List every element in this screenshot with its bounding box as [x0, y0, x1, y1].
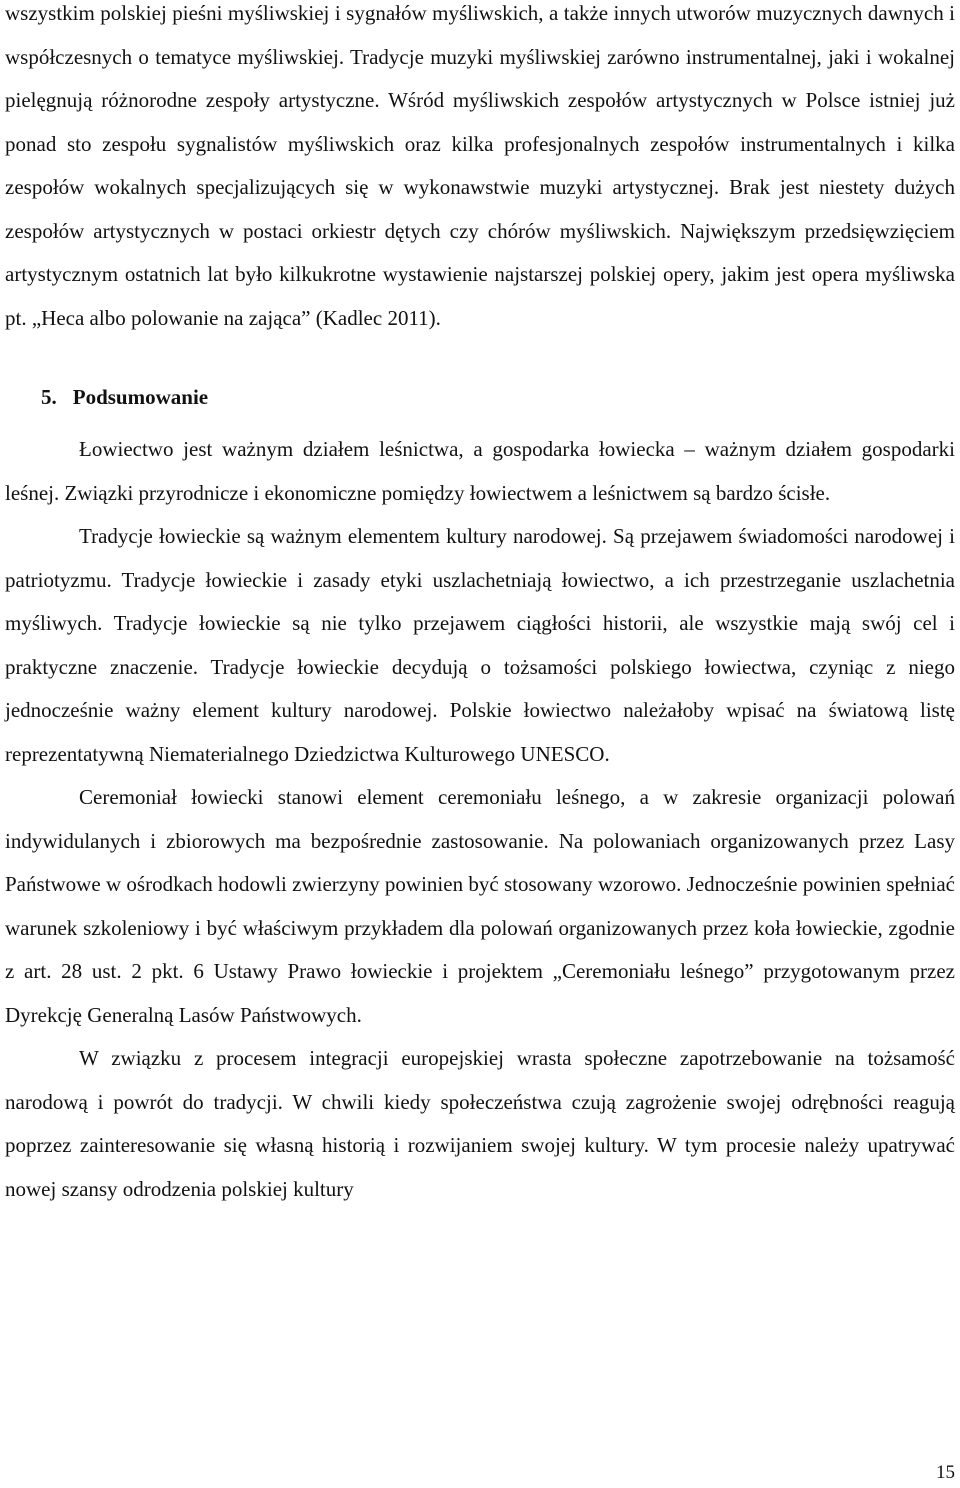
intro-paragraph: wszystkim polskiej pieśni myśliwskiej i sygnałów myśliwskich, a także innych utworów muzycznych dawnych i współczesnych o tematyce myśliwskiej. Tradycje muzyki myśliwskiej zarówno instrumentalnej, jaki i wokalnej pielęgnują różnorodne zespoły artystyczne. Wśród myśliwskich zespołów artystycznych w Polsce istniej już ponad sto zespołu sygnalistów myśliwskich oraz kilka profesjonalnych zespołów instrumentalnych i kilka zespołów wokalnych specjalizujących się w wykonawstwie muzyki artystycznej. Brak jest niestety dużych zespołów artystycznych w postaci orkiestr dętych czy chórów myśliwskich. Największym przedsięwzięciem artystycznym ostatnich lat było kilkukrotne wystawienie najstarszej polskiej opery, jakim jest opera myśliwska pt. „Heca albo polowanie na zająca” (Kadlec 2011).	[5, 1, 955, 330]
summary-paragraph-1: Łowiectwo jest ważnym działem leśnictwa, a gospodarka łowiecka – ważnym działem gospodarki leśnej. Związki przyrodnicze i ekonomiczne pomiędzy łowiectwem a leśnictwem są bardzo ścisłe.	[5, 437, 955, 505]
page-content	[5, 0, 955, 1211]
page-number: 15	[936, 1462, 955, 1483]
summary-paragraph-2: Tradycje łowieckie są ważnym elementem kultury narodowej. Są przejawem świadomości narodowej i patriotyzmu. Tradycje łowieckie i zasady etyki uszlachetniają łowiectwo, a ich przestrzeganie uszlachetnia myśliwych. Tradycje łowieckie są nie tylko przejawem ciągłości historii, ale wszystkie mają swój cel i praktyczne znaczenie. Tradycje łowieckie decydują o tożsamości polskiego łowiectwa, czyniąc z niego jednocześnie ważny element kultury narodowej. Polskie łowiectwo należałoby wpisać na światową listę reprezentatywną Niematerialnego Dziedzictwa Kulturowego UNESCO.	[5, 524, 955, 766]
section-title: Podsumowanie	[72, 385, 209, 409]
section-heading	[41, 383, 955, 411]
summary-paragraph-3: Ceremoniał łowiecki stanowi element ceremoniału leśnego, a w zakresie organizacji polowań indywidulanych i zbiorowych ma bezpośrednie zastosowanie. Na polowaniach organizowanych przez Lasy Państwowe w ośrodkach hodowli zwierzyny powinien być stosowany wzorowo. Jednocześnie powinien spełniać warunek szkoleniowy i być właściwym przykładem dla polowań organizowanych przez koła łowieckie, zgodnie z art. 28 ust. 2 pkt. 6 Ustawy Prawo łowieckie i projektem „Ceremoniału leśnego” przygotowanym przez Dyrekcję Generalną Lasów Państwowych.	[5, 785, 955, 1027]
summary-paragraph-4: W związku z procesem integracji europejskiej wrasta społeczne zapotrzebowanie na tożsamość narodową i powrót do tradycji. W chwili kiedy społeczeństwa czują zagrożenie swojej odrębności reagują poprzez zainteresowanie się własną historią i rozwijaniem swojej kultury. W tym procesie należy upatrywać nowej szansy odrodzenia polskiej kultury	[5, 1046, 955, 1201]
section-number: 5.	[41, 385, 57, 409]
